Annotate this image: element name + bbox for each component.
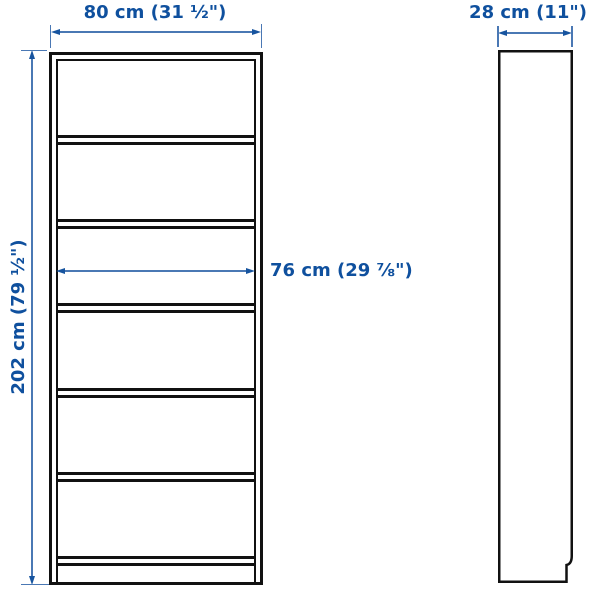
depth-extension-tick-left: [497, 26, 499, 47]
inner-width-dimension-line: [65, 270, 246, 272]
depth-dimension-label: 28 cm (11"): [469, 2, 587, 23]
width-extension-tick-left: [50, 25, 52, 48]
shelf-line: [58, 135, 254, 145]
width-dimension-label: 80 cm (31 ½"): [83, 2, 227, 23]
side-panel-outline: [499, 51, 572, 582]
arrowhead-left-icon: [56, 268, 65, 274]
shelf-line: [58, 556, 254, 566]
arrowhead-up-icon: [29, 50, 35, 59]
bookcase-front-view: [49, 52, 263, 585]
height-dimension-line: [31, 59, 33, 576]
shelf-line: [58, 219, 254, 229]
height-dimension-label: 202 cm (79 ½"): [8, 239, 30, 395]
width-dimension-line: [60, 31, 252, 33]
depth-extension-tick-right: [571, 26, 573, 47]
shelf-line: [58, 388, 254, 398]
shelf-line: [58, 472, 254, 482]
shelf-line: [58, 303, 254, 313]
bookcase-side-view: [498, 50, 573, 583]
height-extension-tick-top: [21, 50, 47, 52]
arrowhead-left-icon: [51, 29, 60, 35]
arrowhead-left-icon: [498, 30, 507, 36]
arrowhead-right-icon: [246, 268, 255, 274]
width-extension-tick-right: [261, 24, 263, 48]
depth-dimension-line: [507, 32, 563, 34]
inner-width-dimension-label: 76 cm (29 ⅞"): [270, 260, 413, 282]
